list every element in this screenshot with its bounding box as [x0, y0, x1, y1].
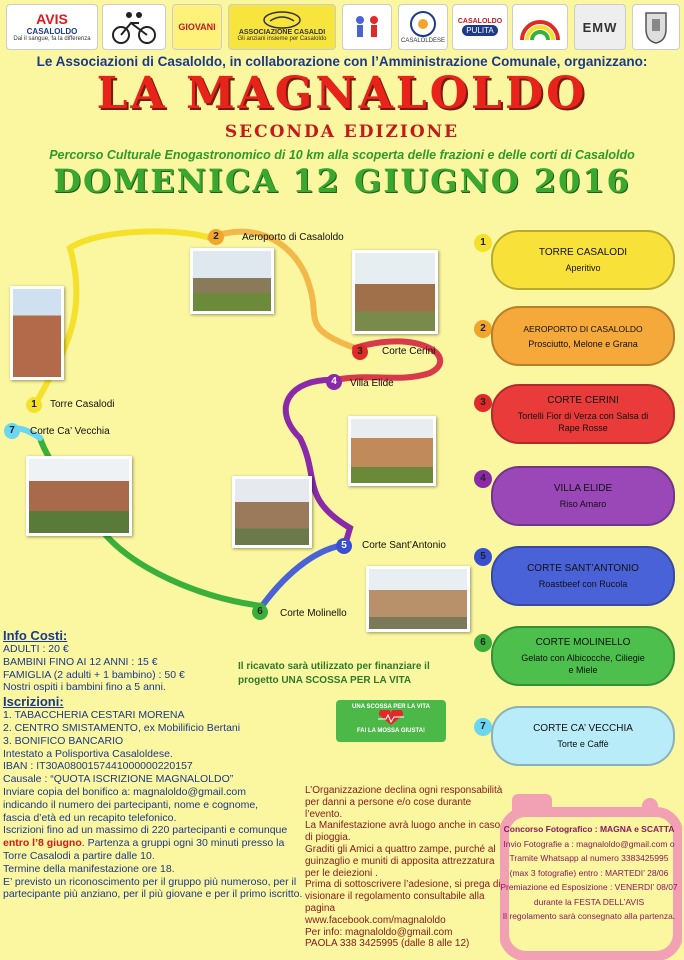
stop-3-marker: 3: [352, 344, 368, 360]
event-date: DOMENICA 12 GIUGNO 2016: [53, 162, 631, 200]
corte-ca-vecchia-photo: [26, 456, 132, 536]
signup-line: fascia d’età ed un recapito telefonico.: [3, 811, 177, 824]
signup-line: Inviare copia del bonifico a: magnaloldo@gmail.com: [3, 785, 246, 798]
menu-place: CORTE CA’ VECCHIA: [533, 722, 633, 734]
stop-5-label: Corte Sant’Antonio: [362, 540, 446, 551]
stop-3-label: Corte Cerini: [382, 346, 436, 357]
menu-food: Aperitivo: [565, 262, 601, 273]
disclaimer-line: La Manifestazione avrà luogo anche in caso di pioggia.: [305, 820, 501, 844]
torre-casalodi-photo: [10, 286, 64, 380]
signup-line: indicando il numero dei partecipanti, nome e cognome,: [3, 798, 259, 811]
route-map: [0, 208, 470, 628]
stop-7-label: Corte Ca’ Vecchia: [30, 426, 110, 437]
avis-logo: AVIS CASALOLDO Dai il sangue, fa la differenza: [6, 4, 98, 50]
stop-1-label: Torre Casalodi: [50, 399, 115, 410]
charity-text: Il ricavato sarà utilizzato per finanziare il progetto UNA SCOSSA PER LA VITA: [238, 661, 430, 686]
photo-contest: Concorso Fotografico : MAGNA e SCATTA Invio Fotografie a : magnaloldo@gmail.com o Tramite Whatsapp al numero 3383425995 (max 3 fotografie) entro : MARTEDI’ 28/06 Premiazione ed Esposizione : VENERDI’ 08/07 durante la FESTA DELL’AVIS Il regolamento sarà consegnato alla partenza.: [500, 824, 678, 921]
corte-cerini-photo: [352, 250, 438, 334]
tandem-logo: [102, 4, 166, 50]
stop-4-label: Villa Elide: [350, 378, 394, 389]
menu-item-corte-ca-vecchia: [491, 706, 675, 766]
facebook-link[interactable]: www.facebook.com/magnaloldo: [305, 914, 446, 926]
menu-item-villa-elide: [491, 466, 675, 526]
cost-bambini: BAMBINI FINO AI 12 ANNI : 15 €: [3, 655, 158, 668]
stop-4-marker: 4: [326, 374, 342, 390]
deadline-text: Iscrizioni fino ad un massimo di 220 partecipanti e comunque entro l’8 giugno. Partenza a gruppi ogni 30 minuti presso la Torre Casalodi a partire dalle 10.: [3, 824, 288, 862]
menu-place: AEROPORTO DI CASALOLDO: [523, 323, 643, 334]
menu-food: Torte e Caffè: [557, 738, 609, 749]
polisportiva-logo: CASALOLDESE: [398, 4, 448, 50]
intro-text: Le Associazioni di Casaloldo, in collaborazione con l’Amministrazione Comunale, organizzano:: [36, 54, 648, 69]
end-time: Termine della manifestazione ore 18.: [3, 862, 175, 875]
menu-5-number: 5: [474, 548, 492, 566]
stop-1-marker: 1: [26, 397, 42, 413]
sponsor-logo-strip: [0, 0, 684, 52]
villa-elide-photo: [348, 416, 436, 486]
cost-adulti: ADULTI : 20 €: [3, 643, 69, 655]
casaloldo-pulita-logo: CASALOLDO PULITA: [452, 4, 508, 50]
disclaimer-line: Graditi gli Amici a quattro zampe, purché al guinzaglio e muniti di apposita attrezzatura per le deiezioni .: [305, 843, 496, 879]
signup-line: Causale : “QUOTA ISCRIZIONE MAGNALOLDO”: [3, 773, 234, 786]
menu-3-number: 3: [474, 394, 492, 412]
deadline-date: entro l’8 giugno: [3, 837, 82, 850]
info-email: Per info: magnaloldo@gmail.com: [305, 926, 453, 938]
emme-logo: EMW: [574, 4, 626, 50]
giovani-logo: GIOVANI: [172, 4, 222, 50]
menu-place: CORTE MOLINELLO: [535, 636, 631, 648]
menu-food: Gelato con Albicocche, Ciliegie e Miele: [521, 652, 645, 675]
disclaimer-line: L’Organizzazione declina ogni responsabilità per danni a persone e/o cose durante l’evento.: [305, 785, 503, 820]
cost-famiglia: FAMIGLIA (2 adulti + 1 bambino) : 50 €: [3, 668, 185, 681]
coat-of-arms-logo: [632, 4, 680, 50]
signup-line: 1. TABACCHERIA CESTARI MORENA: [3, 709, 185, 722]
aeroporto-photo: [190, 248, 274, 314]
menu-item-corte-sant-antonio: [491, 546, 675, 606]
corte-sant-antonio-photo: [366, 566, 470, 632]
menu-item-aeroporto: [491, 306, 675, 366]
menu-item-corte-molinello: [491, 626, 675, 686]
menu-place: CORTE CERINI: [547, 394, 619, 406]
prize-text: E’ previsto un riconoscimento per il gruppo più numeroso, per il partecipante più anziano, per il più giovane e per il primo iscritto.: [3, 875, 303, 901]
menu-2-number: 2: [474, 320, 492, 338]
disclaimer-line: Prima di sottoscrivere l’adesione, si prega di visionare il regolamento consultabile alla pagina: [305, 879, 501, 914]
disclaimer-block: [305, 785, 505, 950]
event-title: LA MAGNALOLDO: [96, 68, 588, 119]
signup-line: 2. CENTRO SMISTAMENTO, ex Mobilificio Bertani: [3, 721, 241, 734]
menu-food: Riso Amaro: [559, 498, 607, 509]
menu-place: TORRE CASALODI: [538, 246, 628, 258]
menu-item-corte-cerini: [491, 384, 675, 444]
signup-line: IBAN : IT30A0800157441000000220157: [3, 760, 193, 773]
menu-place: VILLA ELIDE: [553, 482, 613, 494]
stop-5-marker: 5: [336, 538, 352, 554]
event-subtitle: Percorso Culturale Enogastronomico di 10 km alla scoperta delle frazioni e delle corti di Casaloldo: [49, 148, 635, 162]
charity-badge: UNA SCOSSA PER LA VITA FAI LA MOSSA GIUSTA!: [336, 700, 446, 742]
costs-title: Info Costi:: [3, 628, 68, 643]
menu-place: CORTE SANT’ANTONIO: [527, 562, 639, 574]
signup-line: 3. BONIFICO BANCARIO: [3, 734, 124, 747]
heart-icon: [376, 710, 406, 726]
stop-6-label: Corte Molinello: [280, 608, 347, 619]
rainbow-logo: [512, 4, 568, 50]
famiglia-logo: [342, 4, 392, 50]
signup-line: Intestato a Polisportiva Casaloldese.: [3, 747, 173, 760]
menu-7-number: 7: [474, 718, 492, 736]
associazione-casaldi-logo: ASSOCIAZIONE CASALDI Gli anziani insieme per Casaloldo: [228, 4, 336, 50]
menu-food: Prosciutto, Melone e Grana: [528, 338, 638, 349]
menu-1-number: 1: [474, 234, 492, 252]
corte-molinello-photo: [232, 476, 312, 548]
menu-item-torre-casalodi: [491, 230, 675, 290]
stop-6-marker: 6: [252, 604, 268, 620]
menu-6-number: 6: [474, 634, 492, 652]
info-phone: PAOLA 338 3425995 (dalle 8 alle 12): [305, 938, 470, 950]
stop-2-marker: 2: [208, 229, 224, 245]
menu-food: Roastbeef con Rucola: [538, 578, 628, 589]
edition-label: SECONDA EDIZIONE: [224, 122, 460, 142]
signup-title: Iscrizioni:: [3, 694, 64, 710]
stop-2-label: Aeroporto di Casaloldo: [242, 232, 344, 243]
menu-food: Tortelli Fior di Verza con Salsa di Rape Rosse: [517, 410, 649, 433]
menu-4-number: 4: [474, 470, 492, 488]
cost-note: Nostri ospiti i bambini fino a 5 anni.: [3, 681, 166, 694]
stop-7-marker: 7: [4, 423, 20, 439]
